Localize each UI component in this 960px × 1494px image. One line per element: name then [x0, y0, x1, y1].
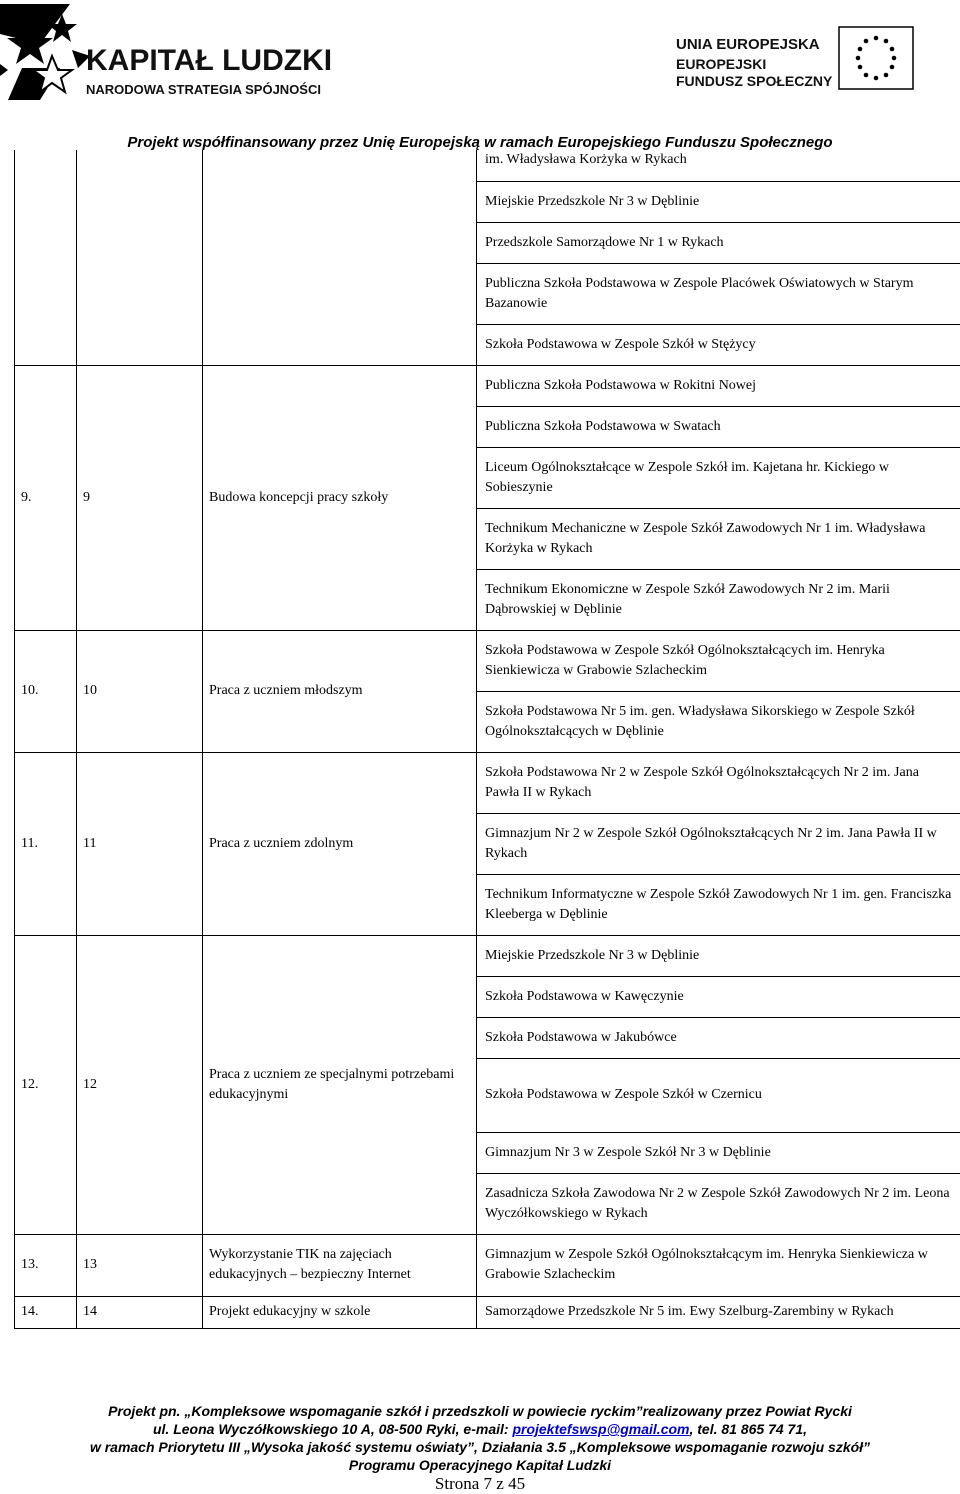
footer-line2 [0, 1420, 960, 1438]
school-cell: Szkoła Podstawowa w Zespole Szkół Ogólnokształcących im. Henryka Sienkiewicza w Grabowie Szlacheckim [477, 630, 960, 691]
row-name: Budowa koncepcji pracy szkoły [203, 365, 477, 630]
footer-line3: w ramach Priorytetu III „Wysoka jakość systemu oświaty”, Działania 3.5 „Kompleksowe wspomaganie rozwoju szkół” [89, 1439, 871, 1455]
row-lp: 13. [15, 1234, 77, 1296]
row-name: Wykorzystanie TIK na zajęciach edukacyjnych – bezpieczny Internet [203, 1234, 477, 1296]
table-row [15, 1234, 960, 1296]
school-cell: Technikum Mechaniczne w Zespole Szkół Zawodowych Nr 1 im. Władysława Korżyka w Rykach [477, 508, 960, 569]
page-number [0, 1474, 960, 1494]
row-name: Projekt edukacyjny w szkole [203, 1296, 477, 1328]
school-cell: Szkoła Podstawowa Nr 2 w Zespole Szkół Ogólnokształcących Nr 2 im. Jana Pawła II w Rykach [477, 752, 960, 813]
row-nr: 14 [77, 1296, 203, 1328]
school-cell: im. Władysława Korżyka w Rykach [477, 150, 960, 181]
logo-title: KAPITAŁ LUDZKI [86, 44, 333, 77]
school-cell: Liceum Ogólnokształcące w Zespole Szkół im. Kajetana hr. Kickiego w Sobieszynie [477, 447, 960, 508]
table-row [15, 935, 960, 976]
row-nr: 12 [77, 935, 203, 1234]
footer-line4: Programu Operacyjnego Kapitał Ludzki [348, 1457, 612, 1473]
eu-flag-icon [838, 26, 914, 90]
school-cell: Samorządowe Przedszkole Nr 5 im. Ewy Szelburg-Zarembiny w Rykach [477, 1296, 960, 1328]
footer-line1: Projekt pn. „Kompleksowe wspomaganie szkół i przedszkoli w powiecie ryckim”realizowany przez Powiat Rycki [108, 1403, 852, 1419]
table-row [15, 150, 960, 181]
page-current: 7 [483, 1474, 493, 1493]
table-row [15, 1296, 960, 1328]
school-cell: Szkoła Podstawowa w Zespole Szkół w Czernicu [477, 1058, 960, 1132]
row-nr: 10 [77, 630, 203, 752]
row-lp: 10. [15, 630, 77, 752]
footer-email-link[interactable]: projektefswsp@gmail.com [512, 1421, 690, 1437]
footer-address: ul. Leona Wyczółkowskiego 10 A, 08-500 Ryki, e-mail: [152, 1421, 513, 1437]
eu-line2: EUROPEJSKI [676, 56, 767, 72]
row-nr: 11 [77, 752, 203, 935]
page-label: Strona [434, 1474, 480, 1493]
row-lp: 11. [15, 752, 77, 935]
logo-subtitle: NARODOWA STRATEGIA SPÓJNOŚCI [86, 82, 321, 97]
school-cell: Publiczna Szkoła Podstawowa w Zespole Placówek Oświatowych w Starym Bazanowie [477, 263, 960, 324]
cofinance-text: Projekt współfinansowany przez Unię Europejską w ramach Europejskiego Funduszu Społecznego [127, 134, 833, 151]
kapital-ludzki-logo [0, 4, 360, 104]
row-name: Praca z uczniem młodszym [203, 630, 477, 752]
school-cell: Zasadnicza Szkoła Zawodowa Nr 2 w Zespole Szkół Zawodowych Nr 2 im. Leona Wyczółkowskiego w Rykach [477, 1173, 960, 1234]
school-cell: Szkoła Podstawowa Nr 5 im. gen. Władysława Sikorskiego w Zespole Szkół Ogólnokształcących w Dęblinie [477, 691, 960, 752]
row-name: Praca z uczniem ze specjalnymi potrzebami edukacyjnymi [203, 935, 477, 1234]
school-cell: Technikum Informatyczne w Zespole Szkół Zawodowych Nr 1 im. gen. Franciszka Kleeberga w Dęblinie [477, 874, 960, 935]
school-cell: Publiczna Szkoła Podstawowa w Swatach [477, 406, 960, 447]
page-total: 45 [508, 1474, 526, 1493]
footer-phone: , tel. 81 865 74 71, [689, 1421, 808, 1437]
school-cell: Gimnazjum Nr 3 w Zespole Szkół Nr 3 w Dęblinie [477, 1132, 960, 1173]
school-cell: Gimnazjum Nr 2 w Zespole Szkół Ogólnokształcących Nr 2 im. Jana Pawła II w Rykach [477, 813, 960, 874]
school-cell: Publiczna Szkoła Podstawowa w Rokitni Nowej [477, 365, 960, 406]
table-row [15, 365, 960, 406]
row-lp: 12. [15, 935, 77, 1234]
school-cell: Szkoła Podstawowa w Zespole Szkół w Stężycy [477, 324, 960, 365]
table-row [15, 630, 960, 691]
eu-logo [660, 26, 920, 106]
row-name: Praca z uczniem zdolnym [203, 752, 477, 935]
training-table [14, 150, 960, 1329]
eu-line1: UNIA EUROPEJSKA [676, 36, 820, 53]
page-sep: z [496, 1474, 504, 1493]
row-lp: 9. [15, 365, 77, 630]
eu-line3: FUNDUSZ SPOŁECZNY [676, 73, 833, 89]
school-cell: Technikum Ekonomiczne w Zespole Szkół Zawodowych Nr 2 im. Marii Dąbrowskiej w Dęblinie [477, 569, 960, 630]
school-cell: Gimnazjum w Zespole Szkół Ogólnokształcącym im. Henryka Sienkiewicza w Grabowie Szlacheckim [477, 1234, 960, 1296]
school-cell: Miejskie Przedszkole Nr 3 w Dęblinie [477, 181, 960, 222]
school-cell: Szkoła Podstawowa w Kawęczynie [477, 976, 960, 1017]
school-cell: Miejskie Przedszkole Nr 3 w Dęblinie [477, 935, 960, 976]
table-row [15, 752, 960, 813]
school-cell: Szkoła Podstawowa w Jakubówce [477, 1017, 960, 1058]
kapital-ludzki-stars-icon [0, 4, 100, 104]
school-cell: Przedszkole Samorządowe Nr 1 w Rykach [477, 222, 960, 263]
row-nr: 9 [77, 365, 203, 630]
row-nr: 13 [77, 1234, 203, 1296]
footer [0, 1402, 960, 1474]
row-lp: 14. [15, 1296, 77, 1328]
